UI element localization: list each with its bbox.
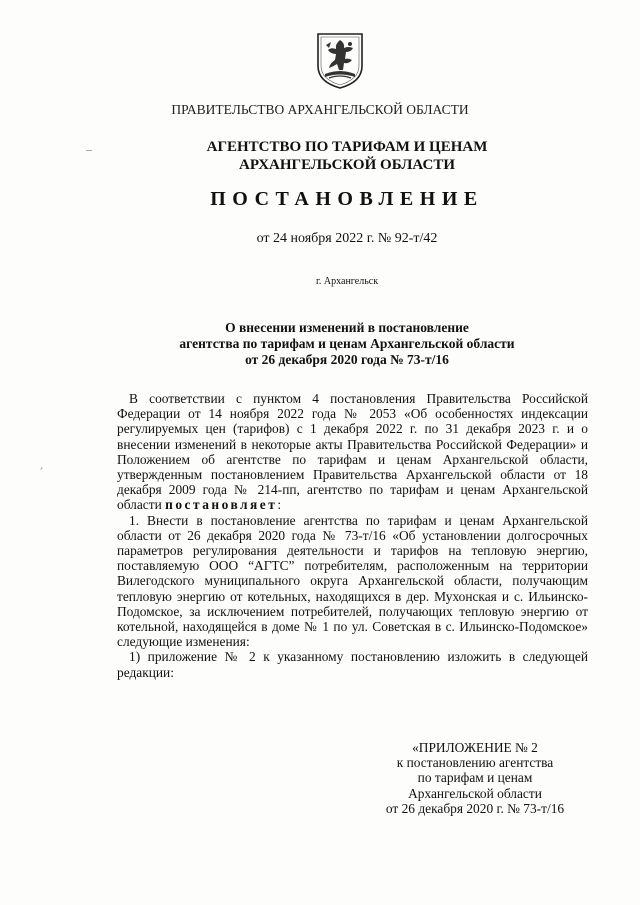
subject-line-2: агентства по тарифам и ценам Архангельской области — [179, 336, 515, 351]
appendix-line-5: от 26 декабря 2020 г. № 73-т/16 — [385, 800, 565, 816]
resolves-word: постановляет — [165, 497, 278, 513]
document-title — [0, 188, 640, 211]
appendix-line-2: к постановлению агентства — [396, 755, 554, 771]
document-city-text: г. Архангельск — [315, 276, 379, 287]
paragraph-preamble — [117, 391, 588, 513]
document-body — [117, 391, 588, 680]
paragraph-preamble-text: В соответствии с пунктом 4 постановления Правительства Российской Федерации от 14 ноября 2022 года № 2053 «Об особенностях индексации регулируемых цен (тарифов) с 1 декабря 2022 г. по 31 декабря 2023 г. и о внесении изменений в некоторые акты Правительства Российской Федерации» и Положением об агентстве по тарифам и ценам Архангельской области, утвержденным постановлением Правительства Архангельской области от 18 декабря 2009 года № 214-пп, агентство по тарифам и ценам Архангельской области — [117, 391, 588, 513]
subject-line-3: от 26 декабря 2020 года № 73-т/16 — [245, 352, 449, 367]
document-date-number-text: от 24 ноября 2022 г. № 92-т/42 — [256, 231, 438, 246]
paragraph-subitem-1: 1) приложение № 2 к указанному постановлению изложить в следующей редакции: — [117, 649, 588, 680]
agency-name-line-2: АРХАНГЕЛЬСКОЙ ОБЛАСТИ — [239, 157, 455, 173]
government-header: ПРАВИТЕЛЬСТВО АРХАНГЕЛЬСКОЙ ОБЛАСТИ — [171, 102, 469, 117]
subject-line-1: О внесении изменений в постановление — [225, 320, 469, 335]
document-date-number — [0, 231, 640, 247]
document-title-text: ПОСТАНОВЛЕНИЕ — [210, 188, 484, 210]
arkhangelsk-coat-of-arms-icon — [315, 30, 365, 90]
agency-name — [0, 138, 640, 174]
appendix-line-4: Архангельской области — [408, 785, 542, 801]
document-subject — [0, 320, 640, 368]
paragraph-item-1: 1. Внести в постановление агентства по тарифам и ценам Архангельской области от 26 декабря 2020 года № 73-т/16 «Об установлении долгосрочных параметров регулирования деятельности и тарифов на тепловую энергию, поставляемую ООО “АГТС” потребителям, расположенным на территории Вилегодского муниципального округа Архангельской области, получающим тепловую энергию от котельных, находящихся в дер. Мухонская и с. Ильинско-Подомское, за исключением потребителей, получающих тепловую энергию от котельной, находящейся в доме № 1 по ул. Советская в с. Ильинско-Подомское» следующие изменения: — [117, 512, 588, 650]
appendix-header — [360, 740, 590, 816]
agency-name-line-1: АГЕНТСТВО ПО ТАРИФАМ И ЦЕНАМ — [206, 139, 488, 155]
scan-mark — [40, 467, 42, 470]
appendix-line-1: «ПРИЛОЖЕНИЕ № 2 — [412, 740, 538, 755]
paragraph-preamble-end: : — [277, 497, 282, 513]
document-city — [0, 276, 640, 287]
appendix-line-3: по тарифам и ценам — [417, 770, 533, 786]
